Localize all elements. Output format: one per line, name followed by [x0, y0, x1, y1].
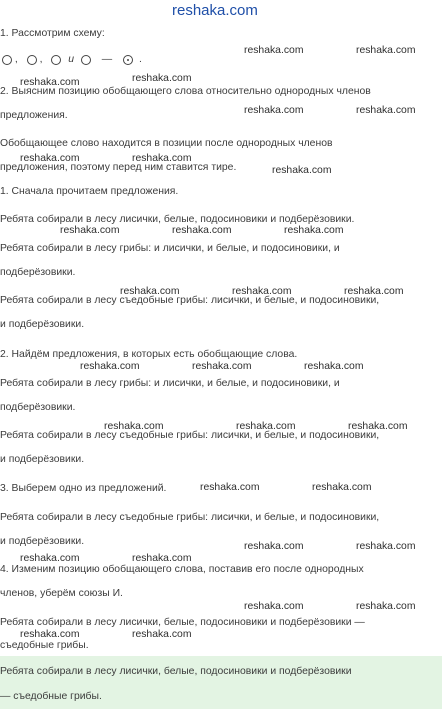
watermark: reshaka.com	[356, 601, 416, 612]
homogeneous-member-circle	[2, 55, 12, 65]
watermark: reshaka.com	[344, 286, 404, 297]
step-heading: 4. Изменим позицию обобщающего слова, поставив его после однородных	[0, 564, 364, 575]
watermark: reshaka.com	[304, 361, 364, 372]
watermark: reshaka.com	[80, 361, 140, 372]
watermark: reshaka.com	[244, 541, 304, 552]
generalizing-word-circle	[123, 55, 133, 65]
watermark: reshaka.com	[356, 105, 416, 116]
watermark: reshaka.com	[236, 421, 296, 432]
watermark: reshaka.com	[172, 225, 232, 236]
watermark: reshaka.com	[104, 421, 164, 432]
watermark: reshaka.com	[244, 601, 304, 612]
schema-comma: ,	[14, 54, 18, 65]
watermark: reshaka.com	[356, 45, 416, 56]
step-heading: 1. Сначала прочитаем предложения.	[0, 186, 179, 197]
sentence-line: подберёзовики.	[0, 402, 76, 413]
sentence-line: подберёзовики.	[0, 267, 76, 278]
schema-comma: ,	[39, 54, 43, 65]
sentence-line: Ребята собирали в лесу съедобные грибы: лисички, и белые, и подосиновики,	[0, 512, 380, 523]
punctuation-schema	[2, 54, 142, 68]
watermark: reshaka.com	[20, 153, 80, 164]
watermark: reshaka.com	[60, 225, 120, 236]
step-heading: 1. Рассмотрим схему:	[0, 28, 105, 39]
watermark: reshaka.com	[200, 482, 260, 493]
sentence-line: Ребята собирали в лесу грибы: и лисички, и белые, и подосиновики, и	[0, 378, 340, 389]
step-heading: 3. Выберем одно из предложений.	[0, 483, 167, 494]
schema-period: .	[138, 54, 142, 65]
watermark: reshaka.com	[132, 553, 192, 564]
sentence-line: съедобные грибы.	[0, 640, 89, 651]
watermark: reshaka.com	[272, 165, 332, 176]
homogeneous-member-circle	[27, 55, 37, 65]
step-heading: 2. Найдём предложения, в которых есть обобщающие слова.	[0, 349, 298, 360]
text-line: предложения, поэтому перед ним ставится тире.	[0, 162, 237, 173]
watermark: reshaka.com	[20, 77, 80, 88]
sentence-line: Ребята собирали в лесу съедобные грибы: лисички, и белые, и подосиновики,	[0, 430, 380, 441]
sentence-line: Ребята собирали в лесу съедобные грибы: лисички, и белые, и подосиновики,	[0, 295, 380, 306]
watermark: reshaka.com	[284, 225, 344, 236]
schema-conjunction: и	[68, 54, 75, 65]
text-line: предложения.	[0, 110, 68, 121]
sentence-line: и подберёзовики.	[0, 454, 85, 465]
homogeneous-member-circle	[51, 55, 61, 65]
watermark: reshaka.com	[244, 45, 304, 56]
sentence-line: Ребята собирали в лесу грибы: и лисички, и белые, и подосиновики, и	[0, 243, 340, 254]
watermark: reshaka.com	[356, 541, 416, 552]
schema-dash: —	[101, 54, 113, 65]
watermark: reshaka.com	[244, 105, 304, 116]
watermark: reshaka.com	[132, 73, 192, 84]
watermark: reshaka.com	[312, 482, 372, 493]
step-heading: членов, уберём союзы И.	[0, 588, 123, 599]
site-logo: reshaka.com	[172, 2, 258, 19]
watermark: reshaka.com	[132, 153, 192, 164]
watermark: reshaka.com	[20, 629, 80, 640]
homogeneous-member-circle	[81, 55, 91, 65]
sentence-line: и подберёзовики.	[0, 319, 85, 330]
watermark: reshaka.com	[348, 421, 408, 432]
watermark: reshaka.com	[20, 553, 80, 564]
text-line: Обобщающее слово находится в позиции после однородных членов	[0, 138, 333, 149]
step-heading: 2. Выясним позицию обобщающего слова относительно однородных членов	[0, 86, 371, 97]
watermark: reshaka.com	[192, 361, 252, 372]
sentence-line: Ребята собирали в лесу лисички, белые, подосиновики и подберёзовики.	[0, 214, 355, 225]
watermark: reshaka.com	[120, 286, 180, 297]
sentence-line: и подберёзовики.	[0, 536, 85, 547]
watermark: reshaka.com	[232, 286, 292, 297]
answer-line: Ребята собирали в лесу лисички, белые, подосиновики и подберёзовики	[0, 666, 352, 677]
watermark: reshaka.com	[132, 629, 192, 640]
answer-line: — съедобные грибы.	[0, 691, 102, 702]
sentence-line: Ребята собирали в лесу лисички, белые, подосиновики и подберёзовики —	[0, 617, 365, 628]
